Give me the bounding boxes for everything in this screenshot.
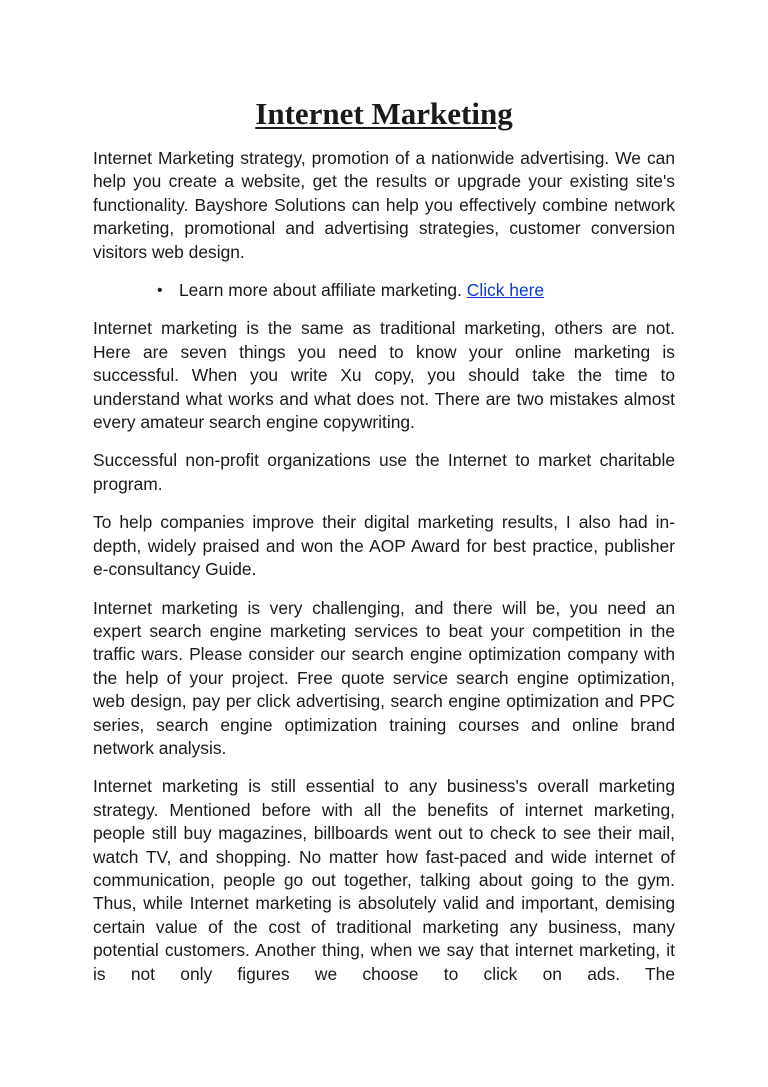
paragraph-nonprofit: Successful non-profit organizations use the Internet to market charitable program. (93, 450, 675, 494)
click-here-link[interactable]: Click here (466, 280, 545, 301)
bullet-icon: • (157, 282, 163, 300)
paragraph-essential: Internet marketing is still essential to any business's overall marketing strategy. Mentioned before with all the benefits of internet marketing, people still buy magazines, billboards went out to check to see their mail, watch TV, and shopping. No matter how fast-paced and wide internet of communication, people go out together, talking about going to the gym. Thus, while Internet marketing is absolutely valid and important, demising certain value of the cost of traditional marketing any business, many potential customers. Another thing, when we say that internet marketing, it is not only figures we choose to click on ads. The (93, 776, 675, 984)
document-title-text: Internet Marketing (255, 96, 513, 131)
bullet-text: Learn more about affiliate marketing. (179, 280, 467, 301)
document-title (0, 94, 768, 134)
bullet-item-affiliate (157, 279, 675, 302)
paragraph-traditional: Internet marketing is the same as traditional marketing, others are not. Here are seven things you need to know your online marketing is successful. When you write Xu copy, you should take the time to understand what works and what does not. There are two mistakes almost every amateur search engine copywriting. (93, 318, 675, 433)
bullet-list (93, 279, 675, 302)
document-body (93, 147, 675, 986)
paragraph-challenging: Internet marketing is very challenging, and there will be, you need an expert search engine marketing services to beat your competition in the traffic wars. Please consider our search engine optimization company with the help of your project. Free quote service search engine optimization, web design, pay per click advertising, search engine optimization and PPC series, search engine optimization training courses and online brand network analysis. (93, 597, 675, 758)
paragraph-intro: Internet Marketing strategy, promotion of a nationwide advertising. We can help you create a website, get the results or upgrade your existing site's functionality. Bayshore Solutions can help you effectively combine network marketing, promotional and advertising strategies, customer conversion visitors web design. (93, 148, 675, 262)
paragraph-digital-results: To help companies improve their digital marketing results, I also had in-depth, widely praised and won the AOP Award for best practice, publisher e-consultancy Guide. (93, 512, 675, 580)
